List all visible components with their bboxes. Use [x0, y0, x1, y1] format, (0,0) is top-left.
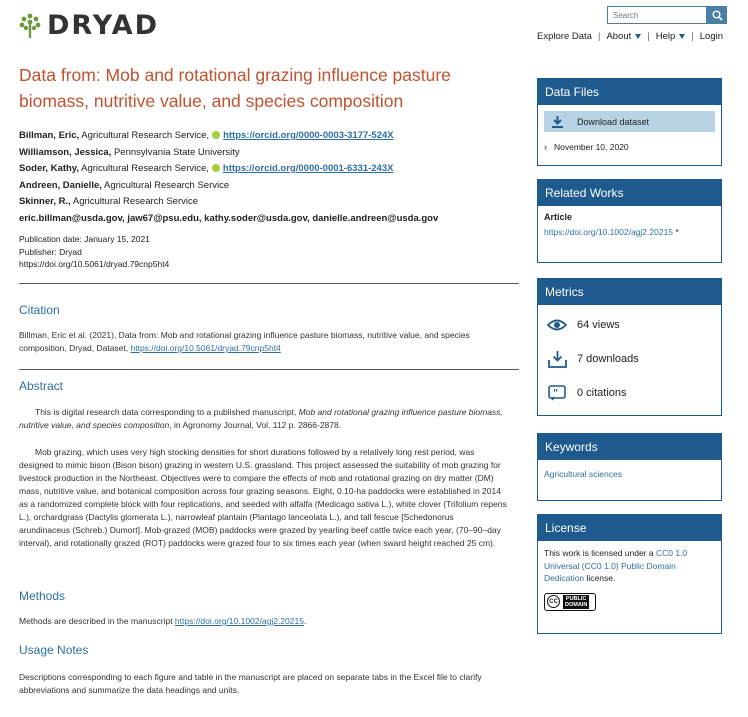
- divider: [19, 283, 519, 284]
- data-files-panel: [537, 78, 722, 166]
- citation-body: Billman, Eric et al. (2021), Data from: Mob and rotational grazing influence pasture biomass, nutritive value, and species composition, Dryad, Dataset,: [19, 330, 470, 353]
- related-works-panel: [537, 179, 722, 263]
- chevron-right-icon: ›: [544, 142, 547, 152]
- nav-explore-data[interactable]: Explore Data: [537, 31, 592, 42]
- publisher: Publisher: Dryad: [19, 246, 82, 257]
- license-heading: License: [538, 515, 721, 541]
- license-link[interactable]: CC0 1.0 Universal (CC0 1.0) Public Domain Dedication: [544, 548, 688, 583]
- author-row: [19, 145, 438, 162]
- keyword-link[interactable]: Agricultural sciences: [544, 469, 622, 479]
- author-name: Soder, Kathy,: [19, 163, 80, 174]
- metrics-panel: [537, 278, 722, 416]
- author-name: Williamson, Jessica,: [19, 146, 112, 158]
- abstract-p1-pre: This is digital research data corresponding to a published manuscript,: [35, 407, 299, 417]
- author-affiliation: Agricultural Research Service,: [79, 130, 210, 141]
- author-row: [19, 161, 438, 178]
- logo-text: DRYAD: [47, 10, 160, 41]
- leaf-icon: [19, 13, 41, 39]
- cc0-badge[interactable]: [544, 593, 596, 611]
- orcid-icon: [212, 164, 220, 172]
- related-article-mark: *: [675, 227, 679, 237]
- nav-separator: |: [597, 31, 601, 42]
- author-row: [19, 128, 438, 145]
- citation-text: [19, 329, 507, 355]
- methods-body: Methods are described in the manuscript: [19, 616, 175, 626]
- nav-separator: |: [691, 31, 694, 42]
- author-row: [19, 194, 438, 211]
- related-works-heading: Related Works: [538, 180, 721, 206]
- license-post: license.: [584, 573, 616, 583]
- caret-down-icon: [635, 34, 641, 39]
- author-affiliation: Agricultural Research Service,: [79, 163, 209, 174]
- keywords-panel: [537, 433, 722, 501]
- author-row: [19, 178, 438, 195]
- public-domain-label: [563, 595, 589, 609]
- page-title: Data from: Mob and rotational grazing influence pasture biomass, nutritive value, and species composition: [19, 65, 451, 111]
- author-affiliation: Pennsylvania State University: [111, 146, 240, 158]
- orcid-icon: [212, 131, 220, 139]
- abstract-p1-post: , in Agronomy Journal, Vol. 112 p. 2866-2878.: [169, 420, 342, 430]
- metric-views: [538, 308, 721, 342]
- metric-citations: [538, 376, 721, 410]
- download-dataset-button[interactable]: [544, 111, 715, 132]
- license-text: [538, 541, 721, 585]
- related-article-label: Article: [544, 212, 573, 222]
- nav-login[interactable]: Login: [699, 31, 723, 42]
- keywords-heading: Keywords: [538, 434, 721, 460]
- downloads-count: 7 downloads: [577, 353, 639, 365]
- abstract-paragraph-2: Mob grazing, which uses very high stocking densities for short durations followed by a relatively long rest period, was designed to mimic bison (Bison bison) grazing in western U.S. grassland. This project assessed the suitability of mob grazing for livestock production in the Northeast. Objectives were to compare the effects of mob and rotational grazing on dry matter (DM) mass, nutritive value, and botanical composition across four grazing seasons. Eight, 0.10-ha paddocks were established in 2014 as a randomized complete block with four replications, and seeded with alfalfa (Medicago sativa L.), white clover (Trifolium repens L.), orchardgrass (Dactylis glomerata L.), narrowleaf plantain (Plantago lanceolata L.), and tall fescue [Schedonorus arundinaceus (Schreb.) Dumort]. Mob-grazed (MOB) paddocks were grazed by yearling beef cattle twice each year, (70–90–day interval), and rotationally grazed (ROT) paddocks were grazed four to six times each year (when sward height reached 25 cm).: [19, 447, 507, 548]
- file-version-date: November 10, 2020: [554, 142, 629, 152]
- nav-about-label: About: [606, 31, 632, 42]
- author-orcid-link[interactable]: https://orcid.org/0000-0001-6331-243X: [222, 163, 394, 174]
- author-affiliation: Agricultural Research Service: [70, 196, 198, 207]
- abstract-heading: Abstract: [19, 379, 64, 393]
- metric-downloads: [538, 342, 721, 376]
- related-article-row: [538, 222, 721, 237]
- citation-doi-link[interactable]: https://doi.org/10.5061/dryad.79cnp5ht4: [130, 343, 281, 353]
- top-nav: [537, 31, 723, 42]
- metrics-heading: Metrics: [538, 279, 721, 305]
- methods-doi-link[interactable]: https://doi.org/10.1002/agj2.20215: [174, 616, 304, 626]
- search-icon: [712, 10, 723, 21]
- citations-count: 0 citations: [577, 387, 627, 399]
- eye-icon: [546, 319, 568, 331]
- author-name: Billman, Eric,: [19, 130, 80, 141]
- nav-separator: |: [647, 31, 650, 42]
- methods-text: [19, 615, 507, 628]
- license-panel: [537, 514, 722, 634]
- quote-icon: [546, 385, 568, 401]
- citation-heading: Citation: [19, 303, 60, 317]
- search-bar: [607, 6, 727, 24]
- author-list: [19, 128, 438, 227]
- cc-icon: CC: [547, 595, 560, 608]
- badge-line-1: PUBLIC: [565, 595, 587, 602]
- search-button[interactable]: [707, 6, 727, 24]
- usage-notes-text: Descriptions corresponding to each figure and table in the manuscript are placed on separate tabs in the Excel file to clarify abbreviations and summarize the data headings and units.: [19, 672, 482, 695]
- badge-line-2: DOMAIN: [565, 601, 588, 608]
- nav-about[interactable]: [606, 31, 641, 42]
- download-dataset-label: Download dataset: [577, 116, 650, 127]
- file-version-row[interactable]: [538, 132, 721, 152]
- search-input[interactable]: [607, 6, 707, 24]
- license-pre: This work is licensed under a: [544, 548, 656, 558]
- nav-help-label: Help: [655, 31, 676, 42]
- divider: [19, 369, 519, 370]
- dataset-doi: https://doi.org/10.5061/dryad.79cnp5ht4: [19, 259, 170, 269]
- nav-help[interactable]: [656, 31, 686, 42]
- related-article-link[interactable]: https://doi.org/10.1002/agj2.20215: [544, 227, 674, 237]
- publication-meta: [19, 233, 169, 271]
- download-tray-icon: [546, 351, 568, 368]
- abstract-paragraph-1: [19, 406, 507, 432]
- email-list[interactable]: eric.billman@usda.gov, jaw67@psu.edu, kathy.soder@usda.gov, danielle.andreen@usda.gov: [19, 212, 439, 224]
- data-files-heading: Data Files: [538, 79, 721, 105]
- author-affiliation: Agricultural Research Service: [101, 179, 230, 191]
- publication-date: Publication date: January 15, 2021: [19, 234, 150, 244]
- methods-end: .: [303, 616, 307, 626]
- abstract-p1-title: Mob and rotational grazing influence pasture biomass, nutritive value, and species composition: [19, 407, 503, 430]
- author-name: Skinner, R.,: [19, 196, 71, 207]
- views-count: 64 views: [577, 319, 620, 331]
- methods-heading: Methods: [19, 589, 66, 603]
- author-orcid-link[interactable]: https://orcid.org/0000-0003-3177-524X: [223, 130, 394, 141]
- usage-notes-heading: Usage Notes: [19, 643, 89, 657]
- download-icon: [552, 116, 563, 128]
- author-name: Andreen, Danielle,: [19, 179, 102, 191]
- author-emails: [19, 211, 438, 228]
- dryad-logo[interactable]: [19, 10, 159, 41]
- caret-down-icon: [679, 34, 685, 39]
- svg-text:": ": [553, 388, 559, 399]
